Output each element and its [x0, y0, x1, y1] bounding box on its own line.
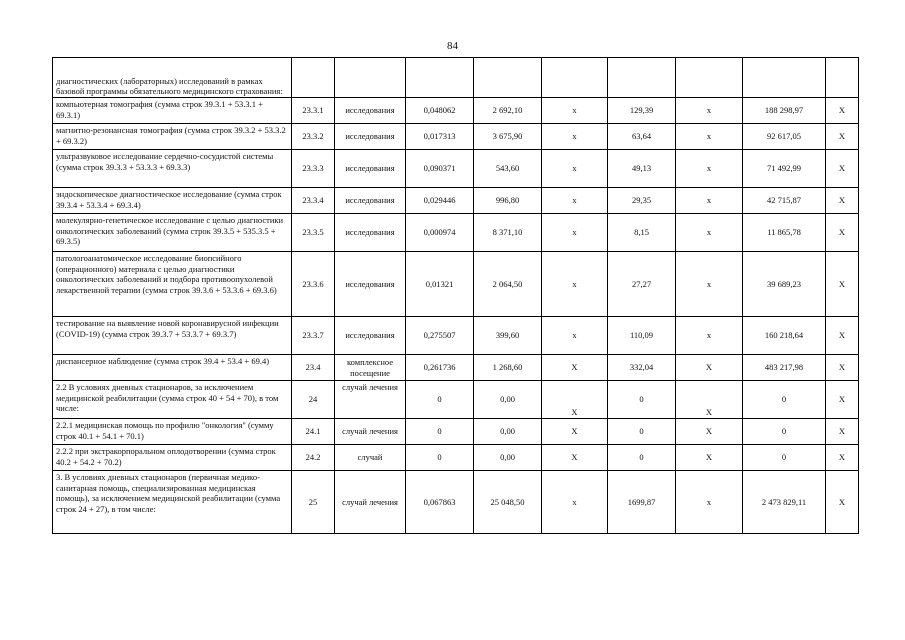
row-code: 24.1 [292, 419, 335, 445]
row-code: 24 [292, 381, 335, 419]
row-name: 3. В условиях дневных стационаров (первичная медико-санитарная помощь, специализированная медицинская помощь), за исключением медицинской реабилитации (сумма строк 24 + 27), в том числе: [53, 471, 292, 534]
row-value-3: х [542, 317, 608, 355]
row-value-4 [608, 58, 676, 98]
row-name: компьютерная томография (сумма строк 39.3.1 + 53.3.1 + 69.3.1) [53, 98, 292, 124]
row-value-7: Х [826, 419, 859, 445]
row-value-7: Х [826, 150, 859, 188]
row-value-6: 39 689,23 [743, 252, 826, 317]
row-unit: исследования [335, 124, 406, 150]
row-value-3: х [542, 471, 608, 534]
row-name: 2.2.1 медицинская помощь по профилю "онкология" (сумму строк 40.1 + 54.1 + 70.1) [53, 419, 292, 445]
row-value-4: 332,04 [608, 355, 676, 381]
table-row [53, 445, 859, 471]
row-value-3: Х [542, 419, 608, 445]
row-value-6 [743, 58, 826, 98]
row-name: магнитно-резонансная томография (сумма строк 39.3.2 + 53.3.2 + 69.3.2) [53, 124, 292, 150]
row-name: эндоскопическое диагностическое исследование (сумма строк 39.3.4 + 53.3.4 + 69.3.4) [53, 188, 292, 214]
row-unit: исследования [335, 150, 406, 188]
row-value-5: х [676, 188, 743, 214]
row-value-7: Х [826, 124, 859, 150]
row-unit: случай лечения [335, 419, 406, 445]
table-row [53, 188, 859, 214]
row-value-7: Х [826, 252, 859, 317]
row-value-1: 0 [406, 445, 474, 471]
row-value-3 [542, 58, 608, 98]
row-value-1: 0 [406, 419, 474, 445]
row-value-3: х [542, 214, 608, 252]
row-value-5: х [676, 124, 743, 150]
row-value-7: Х [826, 471, 859, 534]
row-value-5: Х [676, 419, 743, 445]
row-value-2: 3 675,90 [474, 124, 542, 150]
row-code: 24.2 [292, 445, 335, 471]
row-value-2: 25 048,50 [474, 471, 542, 534]
data-table [52, 57, 859, 534]
table-row [53, 381, 859, 419]
row-code [292, 58, 335, 98]
row-value-4: 1699,87 [608, 471, 676, 534]
row-value-2: 2 064,50 [474, 252, 542, 317]
row-value-2: 996,80 [474, 188, 542, 214]
row-value-7: Х [826, 98, 859, 124]
row-value-1: 0,000974 [406, 214, 474, 252]
row-value-6: 160 218,64 [743, 317, 826, 355]
row-unit: исследования [335, 98, 406, 124]
row-value-4: 0 [608, 445, 676, 471]
row-unit: исследования [335, 317, 406, 355]
row-value-1: 0,029446 [406, 188, 474, 214]
row-value-6: 2 473 829,11 [743, 471, 826, 534]
row-value-2: 543,60 [474, 150, 542, 188]
row-value-3: Х [542, 355, 608, 381]
row-unit: комплексное посещение [335, 355, 406, 381]
row-value-4: 29,35 [608, 188, 676, 214]
row-value-3: х [542, 98, 608, 124]
row-value-7: Х [826, 381, 859, 419]
row-value-4: 129,39 [608, 98, 676, 124]
row-value-5: х [676, 98, 743, 124]
row-unit [335, 58, 406, 98]
row-value-1: 0 [406, 381, 474, 419]
row-value-4: 63,64 [608, 124, 676, 150]
row-value-6: 92 617,05 [743, 124, 826, 150]
row-value-5: х [676, 150, 743, 188]
row-value-7 [826, 58, 859, 98]
row-value-6: 42 715,87 [743, 188, 826, 214]
table-row [53, 252, 859, 317]
row-unit: исследования [335, 188, 406, 214]
row-name: патологоанатомическое исследование биопсийного (операционного) материала с целью диагностики онкологических заболеваний и подбора противоопухолевой лекарственной терапии (сумма строк 39.3.6 + 53.3.6 + 69.3.6) [53, 252, 292, 317]
row-name: ультразвуковое исследование сердечно-сосудистой системы (сумма строк 39.3.3 + 53.3.3 + 69.3.3) [53, 150, 292, 188]
row-unit: случай лечения [335, 471, 406, 534]
row-value-7: Х [826, 214, 859, 252]
row-value-3: х [542, 124, 608, 150]
table-row [53, 419, 859, 445]
row-value-1: 0,275507 [406, 317, 474, 355]
row-name: молекулярно-генетическое исследование с целью диагностики онкологических заболеваний (сумма строк 39.3.5 + 535.3.5 + 69.3.5) [53, 214, 292, 252]
row-value-5: Х [676, 355, 743, 381]
row-unit: исследования [335, 252, 406, 317]
row-value-6: 188 298,97 [743, 98, 826, 124]
row-value-5 [676, 58, 743, 98]
row-value-2: 2 692,10 [474, 98, 542, 124]
row-value-5: х [676, 252, 743, 317]
row-value-4: 0 [608, 419, 676, 445]
row-value-3: Х [542, 381, 608, 419]
row-value-1: 0,067863 [406, 471, 474, 534]
row-value-5: Х [676, 445, 743, 471]
row-value-6: 0 [743, 381, 826, 419]
table-row [53, 355, 859, 381]
table-row [53, 317, 859, 355]
row-value-7: Х [826, 188, 859, 214]
row-value-1: 0,017313 [406, 124, 474, 150]
row-value-2: 0,00 [474, 381, 542, 419]
row-value-4: 110,09 [608, 317, 676, 355]
row-value-4: 49,13 [608, 150, 676, 188]
table-row [53, 124, 859, 150]
row-code: 23.3.3 [292, 150, 335, 188]
row-value-6: 71 492,99 [743, 150, 826, 188]
row-value-6: 11 865,78 [743, 214, 826, 252]
row-value-3: х [542, 252, 608, 317]
row-value-4: 27,27 [608, 252, 676, 317]
row-code: 23.4 [292, 355, 335, 381]
row-name: тестирование на выявление новой коронавирусной инфекции (COVID-19) (сумма строк 39.3.7 + 53.3.7 + 69.3.7) [53, 317, 292, 355]
row-code: 23.3.1 [292, 98, 335, 124]
row-unit: исследования [335, 214, 406, 252]
row-value-7: Х [826, 317, 859, 355]
row-value-3: х [542, 188, 608, 214]
row-code: 23.3.6 [292, 252, 335, 317]
row-value-5: Х [676, 381, 743, 419]
row-value-2 [474, 58, 542, 98]
row-code: 23.3.5 [292, 214, 335, 252]
page-number: 84 [447, 40, 458, 52]
row-name: 2.2 В условиях дневных стационаров, за исключением медицинской реабилитации (сумма строк 40 + 54 + 70), в том числе: [53, 381, 292, 419]
table-row [53, 214, 859, 252]
row-value-6: 0 [743, 445, 826, 471]
row-value-2: 1 268,60 [474, 355, 542, 381]
row-value-4: 8,15 [608, 214, 676, 252]
table-row [53, 471, 859, 534]
row-value-5: х [676, 214, 743, 252]
row-name: диагностических (лабораторных) исследований в рамках базовой программы обязательного медицинского страхования: [53, 58, 292, 98]
row-value-2: 0,00 [474, 445, 542, 471]
row-unit: случай лечения [335, 381, 406, 419]
row-value-1: 0,048062 [406, 98, 474, 124]
row-value-4: 0 [608, 381, 676, 419]
row-code: 25 [292, 471, 335, 534]
table-row [53, 98, 859, 124]
row-value-1: 0,090371 [406, 150, 474, 188]
row-unit: случай [335, 445, 406, 471]
row-value-1: 0,01321 [406, 252, 474, 317]
row-value-5: х [676, 317, 743, 355]
row-value-2: 8 371,10 [474, 214, 542, 252]
row-value-3: Х [542, 445, 608, 471]
row-code: 23.3.2 [292, 124, 335, 150]
row-value-7: Х [826, 445, 859, 471]
row-code: 23.3.4 [292, 188, 335, 214]
row-value-3: х [542, 150, 608, 188]
row-value-2: 0,00 [474, 419, 542, 445]
table-row [53, 150, 859, 188]
row-code: 23.3.7 [292, 317, 335, 355]
row-value-6: 483 217,98 [743, 355, 826, 381]
row-value-5: х [676, 471, 743, 534]
row-value-7: Х [826, 355, 859, 381]
row-value-2: 399,60 [474, 317, 542, 355]
row-value-1 [406, 58, 474, 98]
row-name: диспансерное наблюдение (сумма строк 39.4 + 53.4 + 69.4) [53, 355, 292, 381]
row-value-6: 0 [743, 419, 826, 445]
table-row [53, 58, 859, 98]
row-name: 2.2.2 при экстракорпоральном оплодотворении (сумма строк 40.2 + 54.2 + 70.2) [53, 445, 292, 471]
row-value-1: 0,261736 [406, 355, 474, 381]
